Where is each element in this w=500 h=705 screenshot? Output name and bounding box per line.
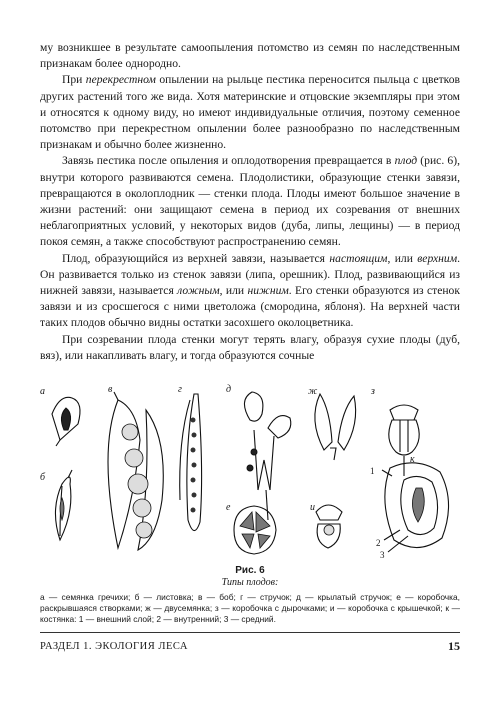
figure-label-e: е <box>226 502 231 513</box>
figure-caption-title: Рис. 6 <box>235 565 265 576</box>
text-run: , или <box>387 251 418 265</box>
italic-term: плод <box>394 154 418 168</box>
fruit-illustrations <box>38 380 462 560</box>
footer-rule <box>40 632 460 633</box>
paragraph <box>40 153 460 250</box>
figure-label-d: д <box>226 384 232 395</box>
figure-label-v: в <box>108 384 113 395</box>
text-run: Плод, образующийся из верхней завязи, называется <box>62 251 330 265</box>
buckwheat-achene-illustration <box>52 397 80 446</box>
text-run: (рис. 6), внутри которого развиваются семена. Плодолистики, образующие стенки завязи, превращаются в околоплодник — стенки плода. Плоды имеют большое значение в жизни растений: они защищают семена в период их созревания от внешних неблагоприятных условий, у некоторых видов (дуба, липы, лещины) — в период покоя семян, а также способствуют распространению семян. <box>40 154 460 249</box>
text-run: , или <box>219 284 248 298</box>
silique-illustration <box>180 394 202 531</box>
text-run: опылении на рыльце пестика переносится пыльца с цветков других растений того же вида. Хотя материнские и отцовские экземпляры при этом и относятся к одному виду, но имеют индивидуальные отличия, поэтому семенное потомство при перекрестном опылении более разнообразно по наследственным признакам и обычно более жизненно. <box>40 73 460 152</box>
poppy-capsule-illustration <box>389 405 419 476</box>
figure-label-z: з <box>371 386 375 397</box>
drupe-section-illustration <box>382 463 449 552</box>
italic-term: нижним <box>247 284 289 298</box>
text-run: му возникшее в результате самоопыления потомство из семян по наследственным признакам более однородно. <box>40 41 460 71</box>
running-footer-section: РАЗДЕЛ 1. ЭКОЛОГИЯ ЛЕСА <box>40 641 188 652</box>
body-text <box>40 40 460 364</box>
double-samara-illustration <box>315 394 356 460</box>
italic-term: ложным <box>177 284 220 298</box>
paragraph <box>40 72 460 153</box>
paragraph <box>40 332 460 364</box>
text-run: При созревании плода стенки могут терять влагу, образуя сухие плоды (дуб, вяз), или накапливать влагу, и тогда образуются сочные <box>40 332 460 362</box>
figure-label-1: 1 <box>370 466 375 476</box>
figure-label-k: к <box>410 454 415 465</box>
page-number: 15 <box>448 639 460 653</box>
figure-caption-subtitle: Типы плодов: <box>221 577 279 588</box>
legume-pod-illustration <box>108 392 163 550</box>
figure-label-i: и <box>310 502 315 513</box>
text-run: . Его стенки образуются из стенок завязи и из сросшегося с ними цветоложа (смородина, яблоня). На верхней части таких плодов обычно видны остатки засохшего околоцветника. <box>40 284 460 330</box>
italic-term: настоящим <box>329 251 388 265</box>
winged-silique-illustration <box>244 392 290 520</box>
lidded-capsule-illustration <box>316 505 342 548</box>
opened-capsule-illustration <box>234 506 276 554</box>
paragraph <box>40 40 460 72</box>
follicle-illustration <box>55 470 72 540</box>
figure-label-zh: ж <box>308 386 318 397</box>
figure-label-2: 2 <box>376 538 381 548</box>
italic-term: верхним <box>417 251 458 265</box>
figure-label-a: а <box>40 386 45 397</box>
figure-label-g: г <box>178 384 182 395</box>
italic-term: перекрестном <box>85 73 156 87</box>
figure-label-3: 3 <box>380 550 385 560</box>
figure-legend: а — семянка гречихи; б — листовка; в — боб; г — стручок; д — крылатый стручок; е — коробочка, раскрывшаяся створками; ж — двусемянка; з — коробочка с дырочками; и — коробочка с крышечкой; к — костянка: 1 — внешний слой; 2 — внутренний; 3 — средний. <box>40 592 460 624</box>
text-run: . Он развивается только из стенок завязи (липа, орешник). Плод, развивающийся из нижней завязи, называется <box>40 251 461 298</box>
fruit-types-figure <box>38 380 462 560</box>
figure-label-b: б <box>40 472 46 483</box>
paragraph <box>40 251 460 332</box>
text-run: При <box>62 73 86 87</box>
text-run: Завязь пестика после опыления и оплодотворения превращается в <box>62 154 395 168</box>
